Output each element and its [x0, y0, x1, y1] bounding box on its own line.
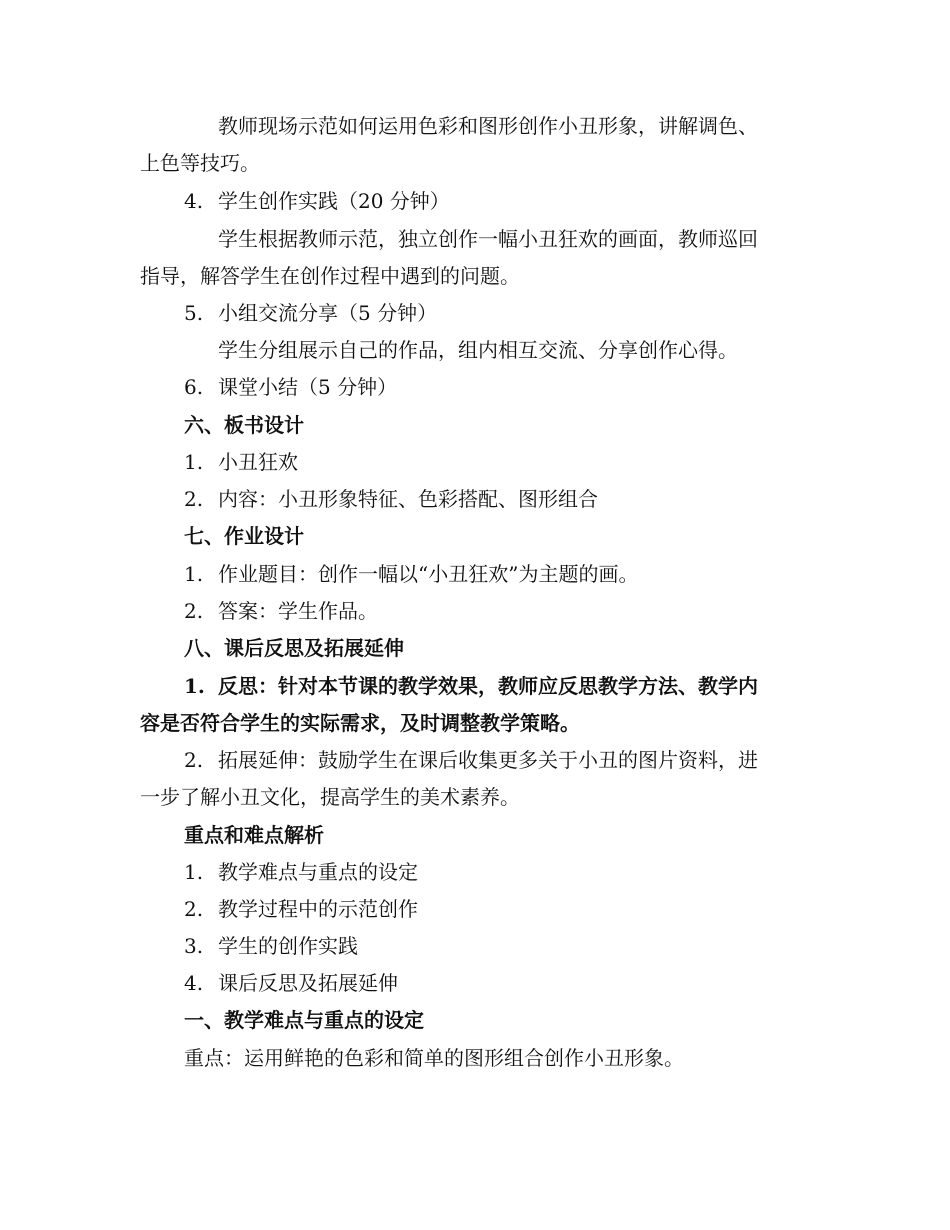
- list-item: [184, 188, 450, 214]
- list-number: 1.: [184, 674, 205, 698]
- list-item-text: 反思：针对本节课的教学效果，教师应反思教学方法、教学内: [218, 674, 758, 698]
- line-text: 学生根据教师示范，独立创作一幅小丑狂欢的画面，教师巡回: [218, 227, 758, 251]
- list-item: [184, 374, 397, 400]
- heading-text: 一、教学难点与重点的设定: [184, 1008, 424, 1032]
- list-item: [184, 896, 418, 922]
- list-item-text: 拓展延伸：鼓励学生在课后收集更多关于小丑的图片资料，进: [218, 748, 758, 772]
- paragraph-line: [184, 1045, 684, 1071]
- list-number: 1.: [184, 562, 204, 586]
- paragraph-line: [140, 710, 580, 736]
- list-item-text: 课堂小结（5 分钟）: [218, 375, 398, 399]
- line-text: 一步了解小丑文化，提高学生的美术素养。: [140, 785, 520, 809]
- list-item: [184, 598, 378, 624]
- list-item: [184, 747, 758, 773]
- section-heading: [184, 1007, 424, 1033]
- list-item-text: 教学过程中的示范创作: [218, 897, 418, 921]
- list-number: 6.: [184, 375, 204, 399]
- list-number: 4.: [184, 971, 204, 995]
- list-number: 2.: [184, 897, 204, 921]
- list-item: [184, 933, 358, 959]
- line-text: 容是否符合学生的实际需求，及时调整教学策略。: [140, 711, 580, 735]
- list-number: 3.: [184, 934, 204, 958]
- list-item-text: 作业题目：创作一幅以“小丑狂欢”为主题的画。: [218, 562, 639, 586]
- list-number: 1.: [184, 860, 204, 884]
- line-text: 学生分组展示自己的作品，组内相互交流、分享创作心得。: [218, 338, 738, 362]
- list-item-text: 答案：学生作品。: [218, 599, 378, 623]
- section-heading: [184, 412, 304, 438]
- list-item: [184, 300, 437, 326]
- paragraph-line: [140, 150, 260, 176]
- section-heading: [184, 523, 304, 549]
- heading-text: 重点和难点解析: [184, 823, 324, 847]
- line-text: 教师现场示范如何运用色彩和图形创作小丑形象，讲解调色、: [218, 114, 758, 138]
- list-item-text: 小组交流分享（5 分钟）: [218, 301, 438, 325]
- paragraph-line: [218, 226, 758, 252]
- list-item-text: 教学难点与重点的设定: [218, 860, 418, 884]
- paragraph-line: [218, 113, 758, 139]
- list-item: [184, 970, 398, 996]
- section-heading: [184, 822, 324, 848]
- list-item-text: 小丑狂欢: [218, 450, 298, 474]
- list-item: [184, 449, 298, 475]
- line-text: 重点：运用鲜艳的色彩和简单的图形组合创作小丑形象。: [184, 1046, 684, 1070]
- list-number: 4.: [184, 189, 204, 213]
- list-number: 2.: [184, 599, 204, 623]
- line-text: 指导，解答学生在创作过程中遇到的问题。: [140, 264, 520, 288]
- list-item: [184, 486, 598, 512]
- heading-text: 八、课后反思及拓展延伸: [184, 636, 404, 660]
- heading-text: 七、作业设计: [184, 524, 304, 548]
- heading-text: 六、板书设计: [184, 413, 304, 437]
- list-number: 2.: [184, 748, 204, 772]
- list-item-text: 课后反思及拓展延伸: [218, 971, 398, 995]
- section-heading: [184, 635, 404, 661]
- paragraph-line: [140, 784, 520, 810]
- list-item-text: 内容：小丑形象特征、色彩搭配、图形组合: [218, 487, 598, 511]
- paragraph-line: [218, 337, 738, 363]
- list-item-text: 学生创作实践（20 分钟）: [218, 189, 450, 213]
- list-number: 2.: [184, 487, 204, 511]
- list-item: [184, 859, 418, 885]
- list-item: [184, 561, 638, 587]
- list-item-text: 学生的创作实践: [218, 934, 358, 958]
- list-item: [184, 673, 758, 699]
- line-text: 上色等技巧。: [140, 151, 260, 175]
- list-number: 1.: [184, 450, 204, 474]
- list-number: 5.: [184, 301, 204, 325]
- paragraph-line: [140, 263, 520, 289]
